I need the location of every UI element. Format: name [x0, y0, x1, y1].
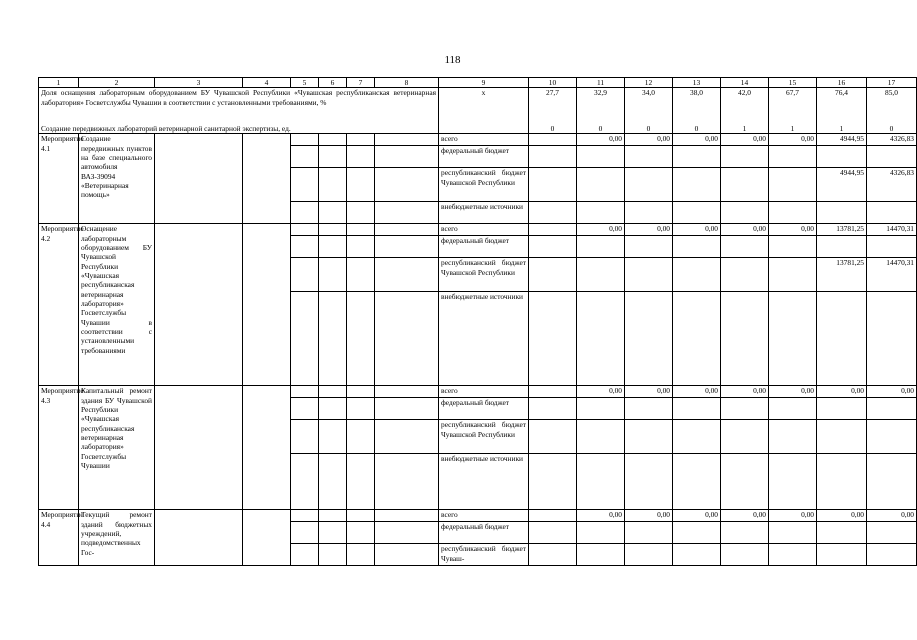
funding-value	[817, 398, 867, 420]
funding-value: 0,00	[721, 224, 769, 236]
header-cell: 10	[529, 78, 577, 88]
funding-value	[673, 202, 721, 224]
funding-value	[625, 398, 673, 420]
funding-value: 0,00	[577, 224, 625, 236]
funding-value	[769, 544, 817, 566]
measure-id: Мероприятие 4.3	[39, 386, 79, 510]
funding-value: 0,00	[625, 224, 673, 236]
indicator-row	[39, 88, 917, 124]
indicator-value: 38,0	[673, 88, 721, 124]
funding-value	[721, 454, 769, 510]
indicator-value: 0	[529, 124, 577, 134]
measure-code-cell	[291, 510, 319, 522]
measure-code-cell	[291, 386, 319, 398]
funding-value: 0,00	[769, 224, 817, 236]
funding-value: 14470,31	[867, 224, 917, 236]
funding-value	[529, 168, 577, 202]
measure-code-cell	[291, 146, 319, 168]
funding-value	[769, 522, 817, 544]
indicator-value: 1	[769, 124, 817, 134]
funding-value	[529, 420, 577, 454]
measure-code-cell	[291, 236, 319, 258]
header-cell: 1	[39, 78, 79, 88]
header-cell: 5	[291, 78, 319, 88]
measure-code-cell	[375, 398, 439, 420]
measure-row	[39, 224, 917, 236]
funding-value	[721, 146, 769, 168]
funding-value	[625, 292, 673, 386]
funding-value	[673, 168, 721, 202]
funding-value	[529, 454, 577, 510]
measure-code-cell	[291, 522, 319, 544]
funding-value	[867, 292, 917, 386]
funding-value	[867, 454, 917, 510]
funding-value	[625, 202, 673, 224]
funding-value: 13781,25	[817, 224, 867, 236]
funding-value: 4944,95	[817, 134, 867, 146]
funding-value	[529, 146, 577, 168]
indicator-value: 27,7	[529, 88, 577, 124]
funding-value: 4944,95	[817, 168, 867, 202]
indicator-col9: х	[439, 88, 529, 124]
funding-value	[577, 236, 625, 258]
indicator-value: 32,9	[577, 88, 625, 124]
measure-code-cell	[375, 522, 439, 544]
measure-code-cell	[291, 398, 319, 420]
funding-value	[721, 522, 769, 544]
funding-source: внебюджетные источники	[439, 202, 529, 224]
measure-code-cell	[375, 454, 439, 510]
measure-code-cell	[319, 236, 347, 258]
measure-code-cell	[291, 224, 319, 236]
funding-value	[867, 202, 917, 224]
funding-source: федеральный бюджет	[439, 522, 529, 544]
indicator-text: Создание передвижных лабораторий ветеринарной санитарной экспертизы, ед.	[39, 124, 439, 134]
funding-value	[529, 544, 577, 566]
funding-value: 0,00	[769, 134, 817, 146]
funding-value	[529, 522, 577, 544]
funding-value	[769, 420, 817, 454]
measure-row	[39, 510, 917, 522]
funding-value: 0,00	[577, 134, 625, 146]
funding-source: федеральный бюджет	[439, 236, 529, 258]
measure-code-cell	[319, 146, 347, 168]
measure-row	[39, 386, 917, 398]
funding-value	[721, 420, 769, 454]
funding-value: 0,00	[625, 386, 673, 398]
funding-source: республиканский бюджет Чувашской Республики	[439, 258, 529, 292]
funding-value	[625, 544, 673, 566]
funding-value	[625, 420, 673, 454]
funding-value	[529, 134, 577, 146]
header-cell: 16	[817, 78, 867, 88]
measure-code-cell	[375, 134, 439, 146]
funding-value: 0,00	[769, 386, 817, 398]
funding-source: всего	[439, 224, 529, 236]
funding-source: внебюджетные источники	[439, 454, 529, 510]
funding-value	[577, 544, 625, 566]
funding-value	[817, 202, 867, 224]
funding-source: республиканский бюджет Чувашской Республики	[439, 420, 529, 454]
funding-value: 0,00	[721, 134, 769, 146]
measure-row	[39, 134, 917, 146]
indicator-value: 0	[673, 124, 721, 134]
funding-value: 14470,31	[867, 258, 917, 292]
measure-col3	[155, 224, 243, 386]
measure-code-cell	[291, 202, 319, 224]
funding-source: внебюджетные источники	[439, 292, 529, 386]
funding-value	[867, 544, 917, 566]
funding-value	[721, 236, 769, 258]
header-cell: 12	[625, 78, 673, 88]
funding-value	[721, 544, 769, 566]
funding-value: 0,00	[625, 134, 673, 146]
measure-code-cell	[347, 292, 375, 386]
measure-code-cell	[347, 522, 375, 544]
funding-value	[817, 522, 867, 544]
indicator-value: 76,4	[817, 88, 867, 124]
measure-code-cell	[347, 544, 375, 566]
funding-value: 0,00	[673, 134, 721, 146]
funding-value: 0,00	[721, 510, 769, 522]
funding-source: всего	[439, 134, 529, 146]
funding-value	[673, 544, 721, 566]
budget-table	[38, 77, 917, 566]
funding-value	[577, 168, 625, 202]
measure-code-cell	[347, 386, 375, 398]
measure-code-cell	[291, 420, 319, 454]
measure-name: Капитальный ремонт здания БУ Чувашской Республики «Чувашская республиканская ветеринарная лаборатория» Госветслужбы Чувашии	[79, 386, 155, 510]
indicator-col9	[439, 124, 529, 134]
funding-value	[817, 454, 867, 510]
measure-code-cell	[319, 398, 347, 420]
measure-code-cell	[319, 224, 347, 236]
funding-value: 0,00	[625, 510, 673, 522]
funding-value	[529, 202, 577, 224]
funding-source: всего	[439, 386, 529, 398]
funding-value	[769, 292, 817, 386]
funding-value	[577, 258, 625, 292]
funding-value	[529, 510, 577, 522]
measure-code-cell	[291, 258, 319, 292]
funding-value: 0,00	[817, 386, 867, 398]
funding-value	[867, 146, 917, 168]
funding-value: 4326,83	[867, 134, 917, 146]
funding-value	[625, 258, 673, 292]
measure-code-cell	[319, 386, 347, 398]
header-cell: 9	[439, 78, 529, 88]
measure-code-cell	[319, 202, 347, 224]
funding-value	[867, 236, 917, 258]
funding-value	[673, 454, 721, 510]
measure-code-cell	[319, 544, 347, 566]
funding-value	[529, 386, 577, 398]
measure-id: Мероприятие 4.4	[39, 510, 79, 566]
measure-name: Текущий ремонт зданий бюджетных учреждений, подведомственных Гос-	[79, 510, 155, 566]
measure-code-cell	[347, 134, 375, 146]
header-cell: 2	[79, 78, 155, 88]
funding-value	[721, 258, 769, 292]
measure-code-cell	[347, 236, 375, 258]
measure-code-cell	[319, 134, 347, 146]
measure-code-cell	[319, 510, 347, 522]
measure-name: Оснащение лабораторным оборудованием БУ Чувашской Республики «Чувашская республиканская ветеринарная лаборатория» Госветслужбы Чувашии в соответствии с установленными требованиями	[79, 224, 155, 386]
measure-code-cell	[375, 258, 439, 292]
measure-code-cell	[319, 168, 347, 202]
measure-col4	[243, 134, 291, 224]
header-cell: 15	[769, 78, 817, 88]
measure-code-cell	[375, 146, 439, 168]
measure-code-cell	[319, 258, 347, 292]
measure-code-cell	[319, 522, 347, 544]
funding-source: республиканский бюджет Чуваш-	[439, 544, 529, 566]
funding-value	[769, 168, 817, 202]
funding-value	[769, 236, 817, 258]
indicator-value: 0	[625, 124, 673, 134]
funding-value	[769, 146, 817, 168]
header-cell: 14	[721, 78, 769, 88]
funding-value	[867, 398, 917, 420]
measure-code-cell	[375, 236, 439, 258]
funding-value	[673, 236, 721, 258]
measure-code-cell	[347, 258, 375, 292]
header-cell: 17	[867, 78, 917, 88]
funding-value	[721, 292, 769, 386]
header-cell: 3	[155, 78, 243, 88]
measure-code-cell	[319, 454, 347, 510]
funding-value	[817, 236, 867, 258]
indicator-value: 67,7	[769, 88, 817, 124]
funding-value	[721, 398, 769, 420]
indicator-row	[39, 124, 917, 134]
funding-value	[529, 236, 577, 258]
measure-code-cell	[347, 454, 375, 510]
funding-value	[673, 522, 721, 544]
funding-value	[673, 146, 721, 168]
funding-source: федеральный бюджет	[439, 398, 529, 420]
measure-col3	[155, 386, 243, 510]
measure-code-cell	[291, 544, 319, 566]
funding-value	[577, 202, 625, 224]
funding-value	[529, 398, 577, 420]
indicator-value: 42,0	[721, 88, 769, 124]
funding-value	[577, 454, 625, 510]
measure-code-cell	[291, 134, 319, 146]
indicator-value: 1	[721, 124, 769, 134]
funding-value	[817, 292, 867, 386]
header-row	[39, 78, 917, 88]
indicator-text: Доля оснащения лабораторным оборудованием БУ Чувашской Республики «Чувашская республиканская ветеринарная лаборатория» Госветслужбы Чувашии в соответствии с установленными требованиями, %	[39, 88, 439, 124]
measure-code-cell	[347, 168, 375, 202]
measure-code-cell	[375, 386, 439, 398]
measure-code-cell	[375, 202, 439, 224]
measure-code-cell	[347, 202, 375, 224]
funding-value: 0,00	[721, 386, 769, 398]
funding-value	[577, 292, 625, 386]
measure-code-cell	[347, 224, 375, 236]
measure-code-cell	[375, 510, 439, 522]
funding-value: 0,00	[867, 510, 917, 522]
funding-value	[817, 420, 867, 454]
measure-code-cell	[375, 168, 439, 202]
funding-value	[577, 522, 625, 544]
measure-code-cell	[347, 398, 375, 420]
funding-value: 4326,83	[867, 168, 917, 202]
header-cell: 6	[319, 78, 347, 88]
funding-value	[625, 454, 673, 510]
measure-code-cell	[291, 454, 319, 510]
header-cell: 11	[577, 78, 625, 88]
measure-code-cell	[375, 420, 439, 454]
measure-col4	[243, 224, 291, 386]
funding-value	[817, 146, 867, 168]
indicator-value: 85,0	[867, 88, 917, 124]
funding-value: 0,00	[673, 224, 721, 236]
indicator-value: 0	[867, 124, 917, 134]
funding-value	[721, 202, 769, 224]
funding-value	[673, 258, 721, 292]
measure-col3	[155, 134, 243, 224]
funding-value	[673, 292, 721, 386]
funding-value	[625, 236, 673, 258]
measure-id: Мероприятие 4.1	[39, 134, 79, 224]
header-cell: 13	[673, 78, 721, 88]
measure-code-cell	[375, 224, 439, 236]
funding-value	[817, 544, 867, 566]
funding-value: 0,00	[867, 386, 917, 398]
measure-code-cell	[347, 420, 375, 454]
funding-value	[769, 258, 817, 292]
measure-col4	[243, 386, 291, 510]
funding-value	[577, 420, 625, 454]
funding-value: 0,00	[673, 386, 721, 398]
funding-value: 0,00	[769, 510, 817, 522]
funding-value	[529, 292, 577, 386]
funding-value	[867, 522, 917, 544]
measure-code-cell	[347, 146, 375, 168]
funding-value	[867, 420, 917, 454]
funding-value	[769, 202, 817, 224]
funding-value: 0,00	[577, 510, 625, 522]
funding-value	[577, 398, 625, 420]
funding-source: республиканский бюджет Чувашской Республики	[439, 168, 529, 202]
funding-value	[625, 168, 673, 202]
funding-value	[625, 146, 673, 168]
funding-source: всего	[439, 510, 529, 522]
funding-value	[721, 168, 769, 202]
measure-code-cell	[291, 292, 319, 386]
measure-col4	[243, 510, 291, 566]
funding-value: 0,00	[673, 510, 721, 522]
funding-value	[673, 420, 721, 454]
funding-value: 13781,25	[817, 258, 867, 292]
funding-value	[673, 398, 721, 420]
measure-code-cell	[375, 544, 439, 566]
funding-value	[769, 398, 817, 420]
header-cell: 7	[347, 78, 375, 88]
measure-code-cell	[375, 292, 439, 386]
funding-value	[625, 522, 673, 544]
measure-code-cell	[319, 420, 347, 454]
funding-value	[769, 454, 817, 510]
measure-code-cell	[319, 292, 347, 386]
funding-value: 0,00	[577, 386, 625, 398]
header-cell: 8	[375, 78, 439, 88]
measure-code-cell	[291, 168, 319, 202]
indicator-value: 0	[577, 124, 625, 134]
funding-value: 0,00	[817, 510, 867, 522]
page-number: 118	[444, 54, 461, 66]
measure-name: Создание передвижных пунктов на базе специального автомобиля ВАЗ-39094 «Ветеринарная помощь»	[79, 134, 155, 224]
measure-col3	[155, 510, 243, 566]
header-cell: 4	[243, 78, 291, 88]
indicator-value: 34,0	[625, 88, 673, 124]
indicator-value: 1	[817, 124, 867, 134]
measure-id: Мероприятие 4.2	[39, 224, 79, 386]
funding-value	[529, 258, 577, 292]
funding-value	[529, 224, 577, 236]
funding-value	[577, 146, 625, 168]
measure-code-cell	[347, 510, 375, 522]
funding-source: федеральный бюджет	[439, 146, 529, 168]
